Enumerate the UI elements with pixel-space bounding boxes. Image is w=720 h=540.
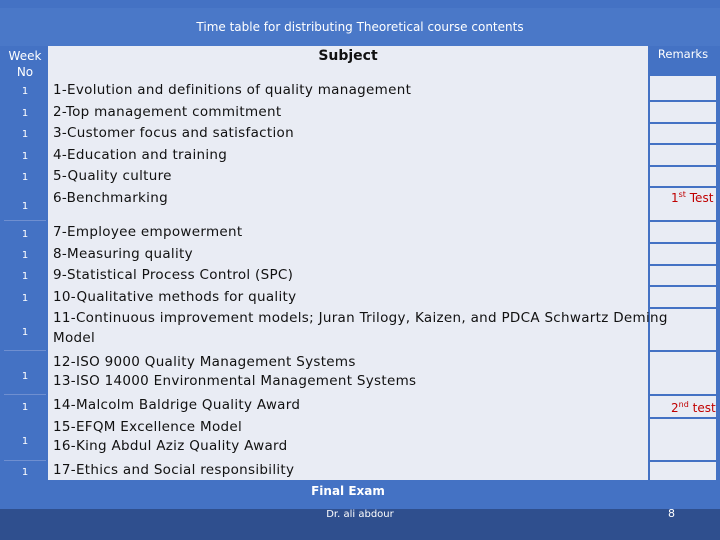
remarks-divider <box>650 165 716 167</box>
remarks-divider <box>650 186 716 188</box>
remarks-header-label: Remarks <box>657 47 709 61</box>
subject-item: 16-King Abdul Aziz Quality Award <box>53 438 288 454</box>
subject-item: 15-EFQM Excellence Model <box>53 419 243 435</box>
remarks-body <box>650 76 716 480</box>
subject-item: 3-Customer focus and satisfaction <box>53 125 294 141</box>
week-number: 1 <box>21 436 29 447</box>
week-number: 1 <box>21 229 29 240</box>
week-header-cell <box>4 46 46 82</box>
week-divider <box>4 350 46 351</box>
week-number: 1 <box>21 201 29 212</box>
subject-item: 12-ISO 9000 Quality Management Systems <box>53 354 356 370</box>
subject-item: 6-Benchmarking <box>53 189 168 206</box>
week-number: 1 <box>21 172 29 183</box>
week-header-label: Week No <box>8 49 42 79</box>
subject-item: 9-Statistical Process Control (SPC) <box>53 267 294 283</box>
subject-item: Model <box>53 330 96 346</box>
subject-item: 14-Malcolm Baldrige Quality Award <box>53 397 301 413</box>
week-divider <box>4 460 46 461</box>
subject-item: 1-Evolution and definitions of quality management <box>53 82 412 98</box>
remarks-divider <box>650 417 716 419</box>
week-number: 1 <box>21 151 29 162</box>
remarks-divider <box>650 394 716 396</box>
week-number: 1 <box>21 371 29 382</box>
remarks-divider <box>650 285 716 287</box>
week-number: 1 <box>21 271 29 282</box>
subject-item: 17-Ethics and Social responsibility <box>53 462 295 478</box>
remarks-divider <box>650 100 716 102</box>
title-text: Time table for distributing Theoretical course contents <box>196 20 524 34</box>
week-number: 1 <box>21 250 29 261</box>
week-divider <box>4 220 46 221</box>
page-number: 8 <box>668 507 675 520</box>
subject-item: 5-Quality culture <box>53 168 172 184</box>
remarks-divider <box>650 220 716 222</box>
remarks-divider <box>650 264 716 266</box>
remarks-divider <box>650 122 716 124</box>
week-number: 1 <box>21 129 29 140</box>
subject-item: 13-ISO 14000 Environmental Management Systems <box>53 373 417 389</box>
table-title <box>0 8 720 46</box>
subject-item: 8-Measuring quality <box>53 245 193 262</box>
remarks-divider <box>650 460 716 462</box>
week-number: 1 <box>21 467 29 478</box>
week-number: 1 <box>21 293 29 304</box>
remarks-divider <box>650 350 716 352</box>
week-number: 1 <box>21 327 29 338</box>
first-test-remark: 1st Test <box>671 190 714 205</box>
second-test-remark: 2nd test <box>671 400 716 415</box>
week-number: 1 <box>21 402 29 413</box>
subject-item: 4-Education and training <box>53 146 228 163</box>
subject-header-label: Subject <box>318 48 378 64</box>
subject-item: 11-Continuous improvement models; Juran Trilogy, Kaizen, and PDCA Schwartz Deming <box>53 310 668 326</box>
subject-item: 2-Top management commitment <box>53 103 282 120</box>
subject-item: 7-Employee empowerment <box>53 224 243 240</box>
week-divider <box>4 394 46 395</box>
remarks-divider <box>650 242 716 244</box>
final-exam-label: Final Exam <box>311 484 385 498</box>
subject-item: 10-Qualitative methods for quality <box>53 288 297 305</box>
week-number: 1 <box>21 108 29 119</box>
week-number: 1 <box>21 86 29 97</box>
remarks-divider <box>650 143 716 145</box>
footer-author: Dr. ali abdour <box>326 509 394 520</box>
